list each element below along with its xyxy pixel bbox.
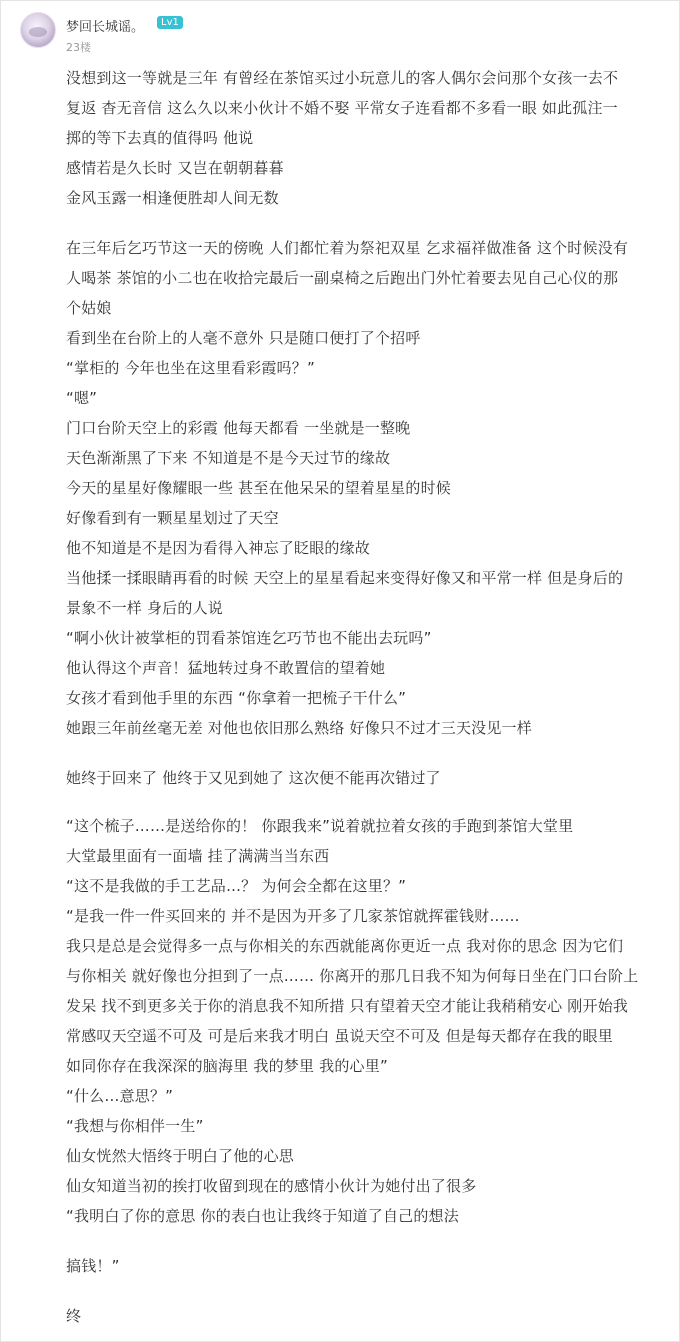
username-link[interactable]: 梦回长城谣。 <box>66 20 145 35</box>
post-text-line: 搞钱！” <box>66 1257 120 1275</box>
post-text-line: 仙女恍然大悟终于明白了他的心思 <box>66 1147 295 1165</box>
post-text-line: 女孩才看到他手里的东西 “你拿着一把梳子干什么” <box>66 689 407 707</box>
post-text-line: 我只是总是会觉得多一点与你相关的东西就能离你更近一点 我对你的思念 因为它们 <box>66 937 624 955</box>
post-text-line: “什么…意思？” <box>66 1087 174 1105</box>
post-text-line: 景象不一样 身后的人说 <box>66 599 223 617</box>
floor-number: 23楼 <box>66 41 91 54</box>
post-text-line: “这个梳子……是送给你的！ 你跟我来”说着就拉着女孩的手跑到茶馆大堂里 <box>66 817 574 835</box>
post-text-line: 如同你存在我深深的脑海里 我的梦里 我的心里” <box>66 1057 388 1075</box>
post-text-line: “掌柜的 今年也坐在这里看彩霞吗？” <box>66 359 315 377</box>
post-text-line: “是我一件一件买回来的 并不是因为开多了几家茶馆就挥霍钱财…… <box>66 907 520 925</box>
post-text-line: 今天的星星好像耀眼一些 甚至在他呆呆的望着星星的时候 <box>66 479 451 497</box>
post-text-line: “啊小伙计被掌柜的罚看茶馆连乞巧节也不能出去玩吗” <box>66 629 432 647</box>
post-text-line: 看到坐在台阶上的人毫不意外 只是随口便打了个招呼 <box>66 329 421 347</box>
post-text-line: “我明白了你的意思 你的表白也让我终于知道了自己的想法 <box>66 1207 459 1225</box>
post-text-line: 常感叹天空遥不可及 可是后来我才明白 虽说天空不可及 但是每天都存在我的眼里 <box>66 1027 613 1045</box>
post-text-line: 仙女知道当初的挨打收留到现在的感情小伙计为她付出了很多 <box>66 1177 477 1195</box>
post-text-line: 没想到这一等就是三年 有曾经在茶馆买过小玩意儿的客人偶尔会问那个女孩一去不 <box>66 69 619 87</box>
post-text-line: 发呆 找不到更多关于你的消息我不知所措 只有望着天空才能让我稍稍安心 刚开始我 <box>66 997 629 1015</box>
post-text-line: 他不知道是不是因为看得入神忘了眨眼的缘故 <box>66 539 371 557</box>
post-text-line: 与你相关 就好像也分担到了一点…… 你离开的那几日我不知为何每日坐在门口台阶上 <box>66 967 639 985</box>
post-text-line: 门口台阶天空上的彩霞 他每天都看 一坐就是一整晚 <box>66 419 411 437</box>
post-text-line: 在三年后乞巧节这一天的傍晚 人们都忙着为祭祀双星 乞求福祥做准备 这个时候没有 <box>66 239 629 257</box>
post-text-line: 当他揉一揉眼睛再看的时候 天空上的星星看起来变得好像又和平常一样 但是身后的 <box>66 569 624 587</box>
post-text-line: 她终于回来了 他终于又见到她了 这次便不能再次错过了 <box>66 769 441 787</box>
post-text-line: 感情若是久长时 又岂在朝朝暮暮 <box>66 159 284 177</box>
post-text-line: 天色渐渐黑了下来 不知道是不是今天过节的缘故 <box>66 449 391 467</box>
post-text-line: 金风玉露一相逢便胜却人间无数 <box>66 189 279 207</box>
post-text-line: 复返 杳无音信 这么久以来小伙计不婚不娶 平常女子连看都不多看一眼 如此孤注一 <box>66 99 618 117</box>
post-text-line: 掷的等下去真的值得吗 他说 <box>66 129 254 147</box>
post-text-line: 人喝茶 茶馆的小二也在收拾完最后一副桌椅之后跑出门外忙着要去见自己心仪的那 <box>66 269 619 287</box>
post-text-line: 大堂最里面有一面墙 挂了满满当当东西 <box>66 847 330 865</box>
level-badge: Lv1 <box>157 16 183 29</box>
post-text-line: 他认得这个声音！猛地转过身不敢置信的望着她 <box>66 659 386 677</box>
post-text-line: 好像看到有一颗星星划过了天空 <box>66 509 279 527</box>
post-text-line: 个姑娘 <box>66 299 112 317</box>
post-text-line: “我想与你相伴一生” <box>66 1117 204 1135</box>
post-text-line: 她跟三年前丝毫无差 对他也依旧那么熟络 好像只不过才三天没见一样 <box>66 719 532 737</box>
post-text-line: “嗯” <box>66 389 98 407</box>
post-text-line: “这不是我做的手工艺品…？ 为何会全都在这里？” <box>66 877 407 895</box>
post-text-line: 终 <box>66 1307 82 1325</box>
